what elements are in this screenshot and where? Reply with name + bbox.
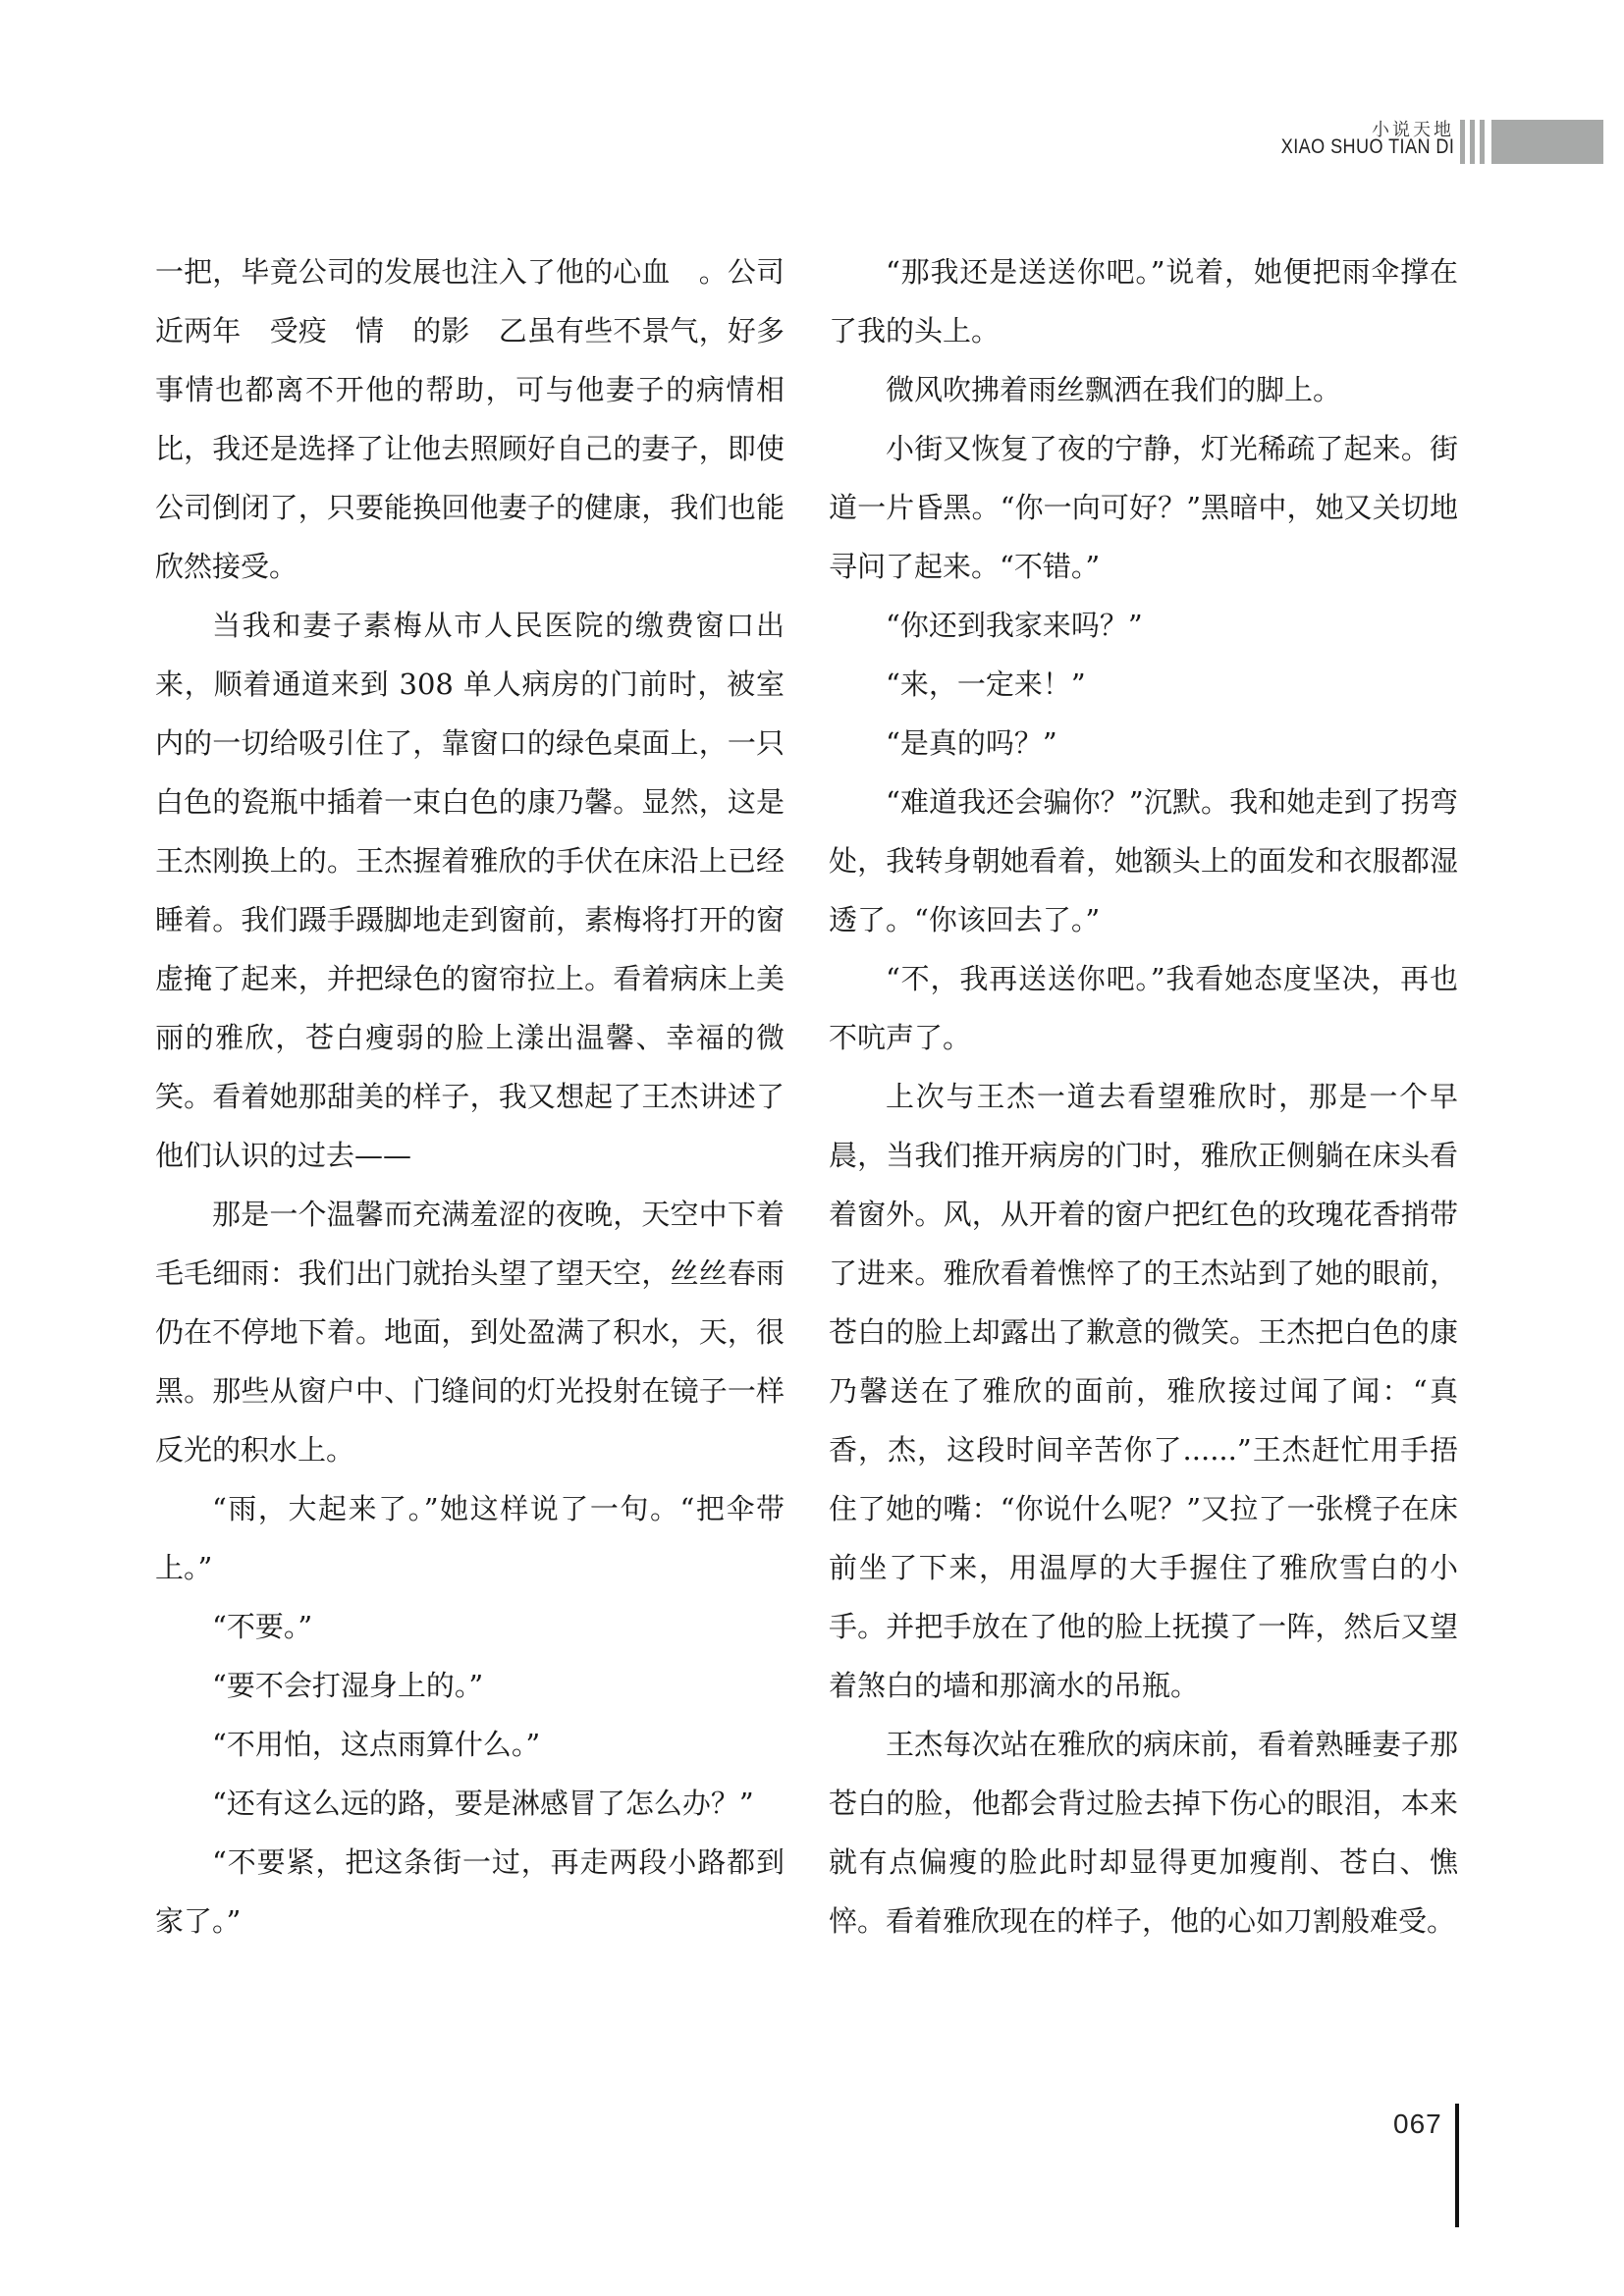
section-title-en: XIAO SHUO TIAN DI (1280, 135, 1454, 158)
header-decoration (1460, 120, 1603, 164)
paragraph: “是真的吗？” (886, 726, 1057, 760)
paragraph: “要不会打湿身上的。” (212, 1669, 484, 1702)
left-column (155, 242, 785, 1950)
paragraph: “不要紧，把这条街一过，再走两段小路都到家了。” (155, 1845, 785, 1938)
page-number: 067 (1393, 2109, 1442, 2139)
paragraph: “不用怕，这点雨算什么。” (212, 1728, 541, 1761)
paragraph: “不，我再送送你吧。”我看她态度坚决，再也不吭声了。 (829, 962, 1458, 1054)
paragraph: “还有这么远的路，要是淋感冒了怎么办？” (212, 1787, 754, 1820)
paragraph: 那是一个温馨而充满羞涩的夜晚，天空中下着毛毛细雨：我们出门就抬头望了望天空，丝丝春雨仍在不停地下着。地面，到处盈满了积水，天，很黑。那些从窗户中、门缝间的灯光投射在镜子一样反光的积水上。 (155, 1198, 785, 1467)
paragraph: 微风吹拂着雨丝飘洒在我们的脚上。 (886, 373, 1342, 406)
paragraph: “不要。” (212, 1610, 313, 1643)
paragraph: “那我还是送送你吧。”说着，她便把雨伞撑在了我的头上。 (829, 255, 1458, 347)
paragraph: 当我和妻子素梅从市人民医院的缴费窗口出来，顺着通道来到 308 单人病房的门前时，被室内的一切给吸引住了，靠窗口的绿色桌面上，一只白色的瓷瓶中插着一束白色的康乃馨。显然，这是王杰刚换上的。王杰握着雅欣的手伏在床沿上已经睡着。我们蹑手蹑脚地走到窗前，素梅将打开的窗虚掩了起来，并把绿色的窗帘拉上。看着病床上美丽的雅欣，苍白瘦弱的脸上漾出温馨、幸福的微笑。看着她那甜美的样子，我又想起了王杰讲述了他们认识的过去—— (155, 609, 785, 1172)
paragraph: 上次与王杰一道去看望雅欣时，那是一个早晨，当我们推开病房的门时，雅欣正侧躺在床头看着窗外。风，从开着的窗户把红色的玫瑰花香捎带了进来。雅欣看着憔悴了的王杰站到了她的眼前，苍白的脸上却露出了歉意的微笑。王杰把白色的康乃馨送在了雅欣的面前，雅欣接过闻了闻：“真香，杰，这段时间辛苦你了......”王杰赶忙用手捂住了她的嘴：“你说什么呢？”又拉了一张櫈子在床前坐了下来，用温厚的大手握住了雅欣雪白的小手。并把手放在了他的脸上抚摸了一阵，然后又望着煞白的墙和那滴水的吊瓶。 (829, 1080, 1458, 1702)
paragraph: “难道我还会骗你？”沉默。我和她走到了拐弯处，我转身朝她看着，她额头上的面发和衣服都湿透了。“你该回去了。” (829, 785, 1458, 936)
footer-rule (1455, 2104, 1459, 2227)
section-title-cn: 小说天地 (1372, 120, 1454, 140)
paragraph: 一把，毕竟公司的发展也注入了他的心血 。公司近两年 受疫 情 的影 乙虽有些不景气，好多事情也都离不开他的帮助，可与他妻子的病情相比，我还是选择了让他去照顾好自己的妻子，即使公司倒闭了，只要能换回他妻子的健康，我们也能欣然接受。 (155, 255, 785, 583)
right-column (829, 242, 1458, 1950)
paragraph: “来，一定来！” (886, 667, 1086, 701)
paragraph: 小街又恢复了夜的宁静，灯光稀疏了起来。街道一片昏黑。“你一向可好？”黑暗中，她又关切地寻问了起来。“不错。” (829, 432, 1458, 583)
paragraph: 王杰每次站在雅欣的病床前，看着熟睡妻子那苍白的脸，他都会背过脸去掉下伤心的眼泪，本来就有点偏瘦的脸此时却显得更加瘦削、苍白、憔悴。看着雅欣现在的样子，他的心如刀割般难受。 (829, 1728, 1458, 1938)
paragraph: “雨，大起来了。”她这样说了一句。“把伞带上。” (155, 1492, 785, 1584)
paragraph: “你还到我家来吗？” (886, 609, 1143, 642)
